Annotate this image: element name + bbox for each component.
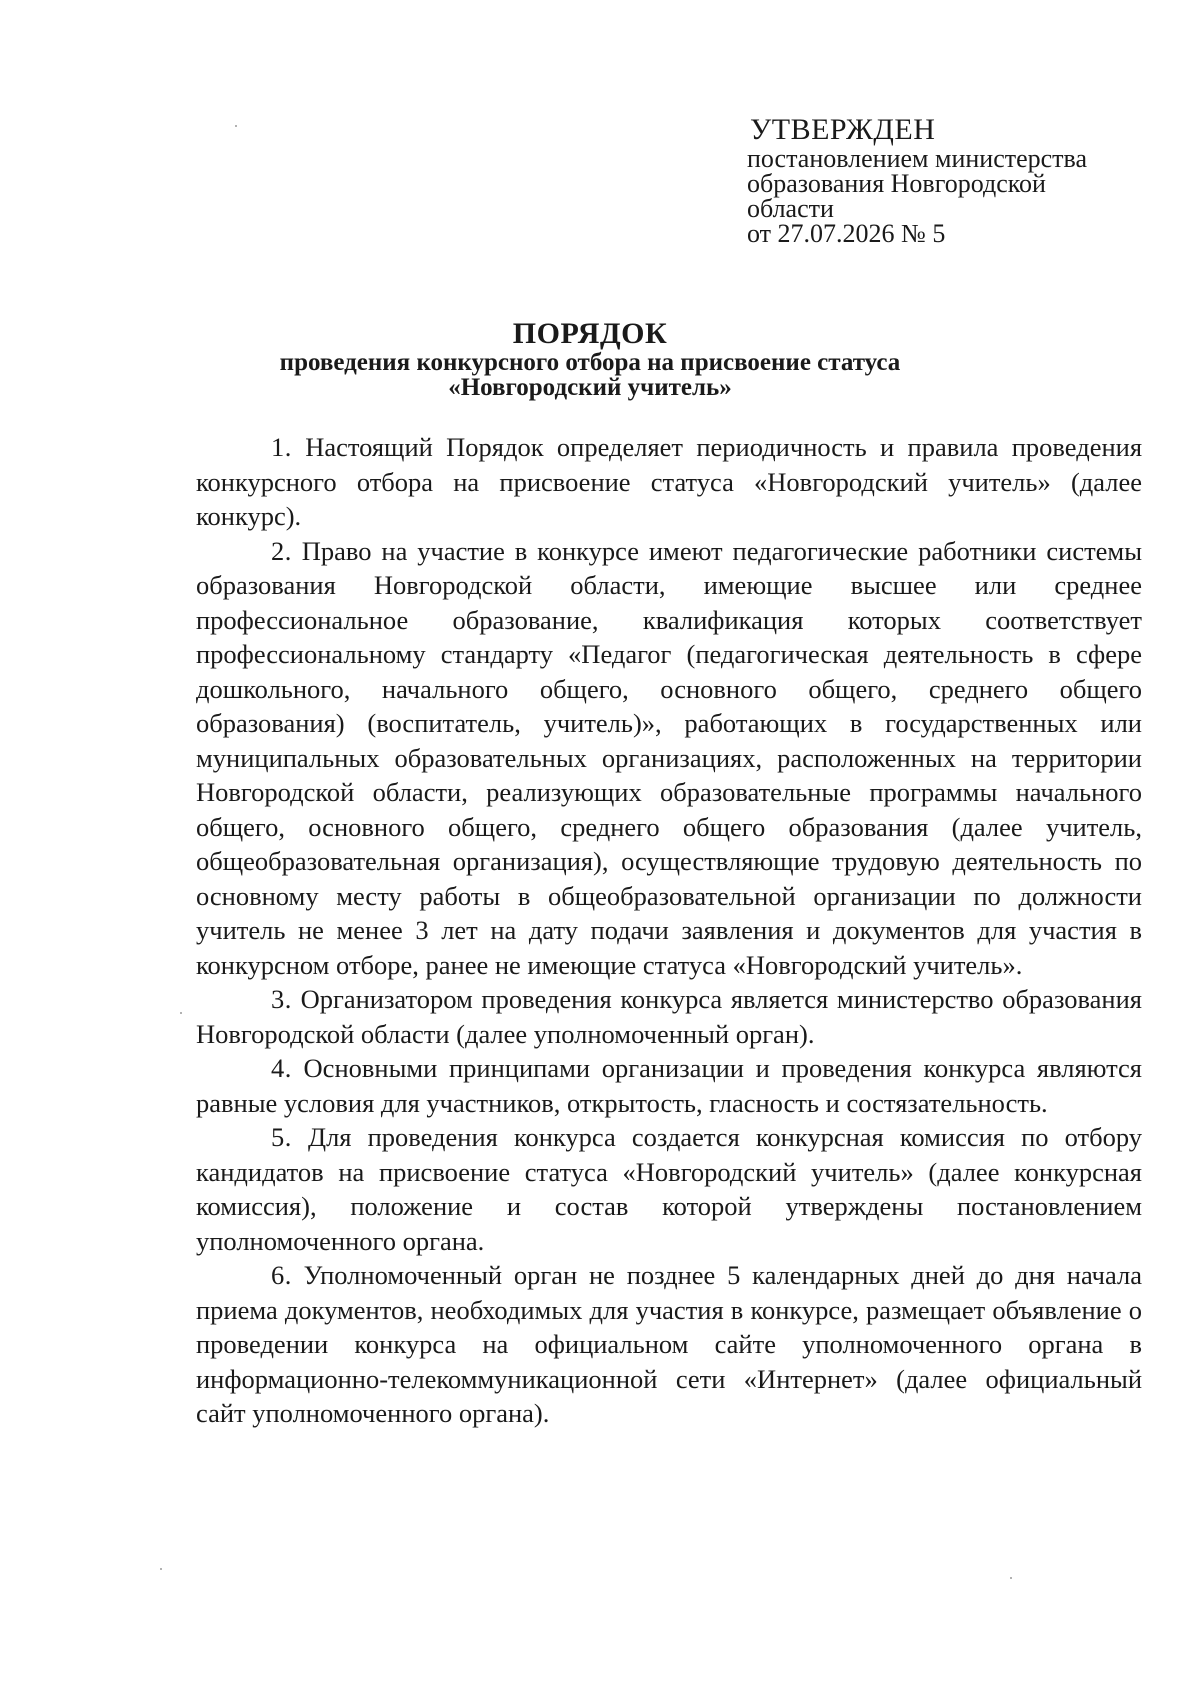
paragraph-text: Организатором проведения конкурса является министерство образования Новгородской области (далее уполномоченный орган). [196, 984, 1142, 1049]
paragraph-number: 3. [271, 984, 292, 1014]
paragraph-1 [196, 430, 1142, 534]
paragraph-5 [196, 1120, 1142, 1258]
paragraph-4 [196, 1051, 1142, 1120]
paragraph-text: Право на участие в конкурсе имеют педагогические работники системы образования Новгородской области, имеющие высшее или среднее профессиональное образование, квалификация которых соответствует профессиональному стандарту «Педагог (педагогическая деятельность в сфере дошкольного, начального общего, основного общего, среднего общего образования) (воспитатель, учитель)», работающих в государственных или муниципальных образовательных организациях, расположенных на территории Новгородской области, реализующих образовательные программы начального общего, основного общего, среднего общего образования (далее учитель, общеобразовательная организация), осуществляющие трудовую деятельность по основному месту работы в общеобразовательной организации по должности учитель не менее 3 лет на дату подачи заявления и документов для участия в конкурсном отборе, ранее не имеющие статуса «Новгородский учитель». [196, 535, 1143, 980]
paragraph-number: 5. [271, 1122, 292, 1152]
paragraph-number: 4. [271, 1053, 292, 1083]
scan-speck [235, 125, 237, 127]
document-body [196, 430, 1142, 1431]
paragraph-text: Основными принципами организации и проведения конкурса являются равные условия для участников, открытость, гласность и состязательность. [196, 1053, 1142, 1118]
paragraph-number: 1. [271, 432, 292, 462]
paragraph-6 [196, 1258, 1142, 1431]
document-title-block [250, 318, 930, 400]
document-subtitle-line-2: «Новгородский учитель» [448, 374, 732, 401]
approved-label: УТВЕРЖДЕН [750, 113, 936, 146]
scan-speck [1010, 1577, 1012, 1579]
approval-date-number: от 27.07.2026 № 5 [747, 219, 946, 248]
paragraph-text: Для проведения конкурса создается конкурсная комиссия по отбору кандидатов на присвоение статуса «Новгородский учитель» (далее конкурсная комиссия), положение и состав которой утверждены постановлением уполномоченного органа. [196, 1122, 1143, 1256]
approval-line-2: образования Новгородской [747, 169, 1046, 198]
document-subtitle-line-1: проведения конкурсного отбора на присвоение статуса [279, 349, 901, 376]
paragraph-number: 2. [271, 535, 292, 566]
paragraph-3 [196, 982, 1142, 1051]
approval-line-3: области [747, 194, 834, 223]
scan-speck [160, 1568, 162, 1570]
document-title: ПОРЯДОК [512, 317, 668, 350]
scan-speck [180, 1012, 182, 1014]
paragraph-2 [196, 534, 1142, 983]
paragraph-text: Настоящий Порядок определяет периодичность и правила проведения конкурсного отбора на присвоение статуса «Новгородский учитель» (далее конкурс). [196, 432, 1143, 531]
paragraph-text: Уполномоченный орган не позднее 5 календарных дней до дня начала приема документов, необходимых для участия в конкурсе, размещает объявление о проведении конкурса на официальном сайте уполномоченного органа в информационно-телекоммуникационной сети «Интернет» (далее официальный сайт уполномоченного органа). [196, 1260, 1142, 1428]
paragraph-number: 6. [271, 1260, 292, 1290]
approval-stamp-block [747, 114, 1167, 246]
approval-line-1: постановлением министерства [747, 144, 1088, 173]
